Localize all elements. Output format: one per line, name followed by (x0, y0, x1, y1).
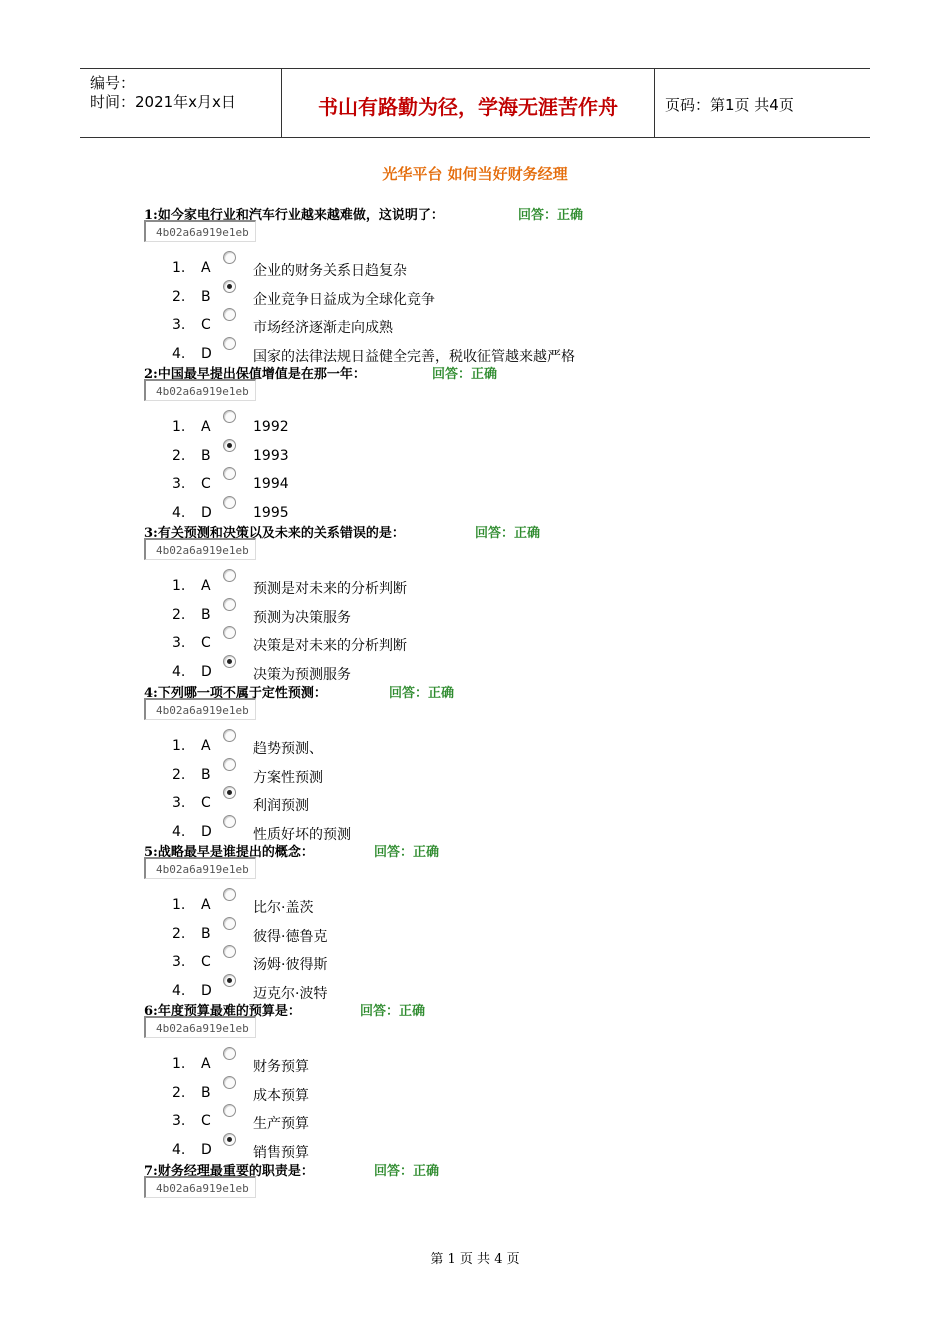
option-number: 2. (172, 1084, 186, 1101)
radio-button[interactable] (223, 945, 236, 958)
option-number: 4. (172, 824, 186, 841)
radio-button[interactable] (223, 410, 236, 423)
radio-button-selected[interactable] (223, 786, 236, 799)
header-motto: 书山有路勤为径，学海无涯苦作舟 (318, 95, 618, 119)
option-letter: A (201, 260, 211, 276)
radio-button[interactable] (223, 1104, 236, 1117)
option-letter: D (201, 346, 212, 363)
option-a (144, 897, 844, 925)
option-number: 2. (172, 447, 186, 464)
radio-button[interactable] (223, 467, 236, 480)
number-label: 编号： (90, 74, 136, 92)
option-text: 国家的法律法规日益健全完善，税收征管越来越严格 (253, 349, 575, 366)
radio-button[interactable] (223, 251, 236, 264)
radio-button-selected[interactable] (223, 280, 236, 293)
time-label: 时间：2021年x月x日 (90, 93, 236, 111)
radio-button[interactable] (223, 917, 236, 930)
question-id-field: 4b02a6a919e1eb (144, 857, 256, 879)
option-text: 生产预算 (253, 1116, 309, 1133)
option-number: 4. (172, 664, 186, 681)
option-number: 1. (172, 897, 186, 913)
option-letter: C (201, 795, 211, 812)
question-text: 7:财务经理最重要的职责是： (144, 1164, 314, 1179)
option-text: 彼得·德鲁克 (253, 928, 328, 945)
option-b (144, 289, 844, 317)
option-b (144, 1085, 844, 1113)
question-id-field: 4b02a6a919e1eb (144, 1016, 256, 1038)
option-text: 比尔·盖茨 (253, 900, 314, 916)
option-number: 1. (172, 738, 186, 754)
radio-button[interactable] (223, 888, 236, 901)
option-letter: D (201, 983, 212, 1000)
option-number: 3. (172, 795, 186, 812)
option-text: 1992 (253, 419, 289, 435)
option-number: 1. (172, 578, 186, 594)
option-number: 2. (172, 606, 186, 623)
option-letter: A (201, 897, 211, 913)
header-left-cell (80, 69, 282, 137)
option-number: 3. (172, 1113, 186, 1130)
option-c (144, 1113, 844, 1141)
question-id-field: 4b02a6a919e1eb (144, 379, 256, 401)
header-right-cell (655, 69, 870, 137)
option-number: 4. (172, 1142, 186, 1159)
option-letter: B (201, 766, 211, 783)
option-text: 1994 (253, 476, 289, 493)
question-text: 4:下列哪一项不属于定性预测： (144, 686, 327, 701)
option-c (144, 954, 844, 982)
option-letter: B (201, 1084, 211, 1101)
option-letter: A (201, 1056, 211, 1072)
question-text: 1:如今家电行业和汽车行业越来越难做，这说明了： (144, 208, 444, 223)
option-a (144, 578, 844, 606)
option-a (144, 260, 844, 288)
option-letter: C (201, 317, 211, 334)
question-id-field: 4b02a6a919e1eb (144, 220, 256, 242)
question-text: 6:年度预算最难的预算是： (144, 1004, 301, 1019)
option-text: 市场经济逐渐走向成熟 (253, 320, 393, 337)
radio-button[interactable] (223, 626, 236, 639)
question-id-field: 4b02a6a919e1eb (144, 698, 256, 720)
radio-button-selected[interactable] (223, 974, 236, 987)
option-letter: D (201, 824, 212, 841)
option-letter: C (201, 954, 211, 971)
page-title: 光华平台 如何当好财务经理 (382, 165, 568, 183)
answer-status: 回答：正确 (374, 1164, 440, 1179)
option-number: 3. (172, 954, 186, 971)
option-number: 1. (172, 1056, 186, 1072)
option-text: 预测为决策服务 (253, 609, 351, 626)
answer-status: 回答：正确 (432, 367, 498, 382)
option-text: 1995 (253, 505, 289, 522)
option-b (144, 448, 844, 476)
option-text: 企业竞争日益成为全球化竞争 (253, 291, 435, 308)
radio-button-selected[interactable] (223, 1133, 236, 1146)
option-letter: D (201, 1142, 212, 1159)
option-text: 迈克尔·波特 (253, 986, 328, 1003)
option-text: 性质好坏的预测 (253, 827, 351, 844)
option-text: 汤姆·彼得斯 (253, 957, 328, 974)
option-text: 财务预算 (253, 1059, 309, 1075)
option-number: 3. (172, 635, 186, 652)
option-c (144, 476, 844, 504)
option-number: 2. (172, 288, 186, 305)
option-a (144, 419, 844, 447)
answer-status: 回答：正确 (360, 1004, 426, 1019)
option-c (144, 795, 844, 823)
option-letter: A (201, 578, 211, 594)
option-letter: D (201, 664, 212, 681)
option-number: 1. (172, 419, 186, 435)
option-text: 成本预算 (253, 1087, 309, 1104)
option-letter: B (201, 447, 211, 464)
option-a (144, 1056, 844, 1084)
option-b (144, 767, 844, 795)
radio-button-selected[interactable] (223, 439, 236, 452)
option-text: 决策是对未来的分析判断 (253, 638, 407, 655)
question-text: 3:有关预测和决策以及未来的关系错误的是： (144, 526, 405, 541)
option-text: 趋势预测、 (253, 741, 323, 757)
option-b (144, 607, 844, 635)
header-center-cell (282, 69, 655, 137)
answer-status: 回答：正确 (518, 208, 584, 223)
option-letter: A (201, 738, 211, 754)
option-number: 4. (172, 346, 186, 363)
option-number: 2. (172, 925, 186, 942)
radio-button[interactable] (223, 815, 236, 828)
option-letter: C (201, 635, 211, 652)
radio-button[interactable] (223, 1076, 236, 1089)
option-number: 4. (172, 983, 186, 1000)
radio-button[interactable] (223, 569, 236, 582)
question-text: 2:中国最早提出保值增值是在那一年： (144, 367, 366, 382)
option-number: 3. (172, 317, 186, 334)
option-b (144, 926, 844, 954)
page-info: 页码：第1页 共4页 (665, 96, 794, 114)
option-a (144, 738, 844, 766)
answer-status: 回答：正确 (389, 686, 455, 701)
option-text: 预测是对未来的分析判断 (253, 581, 407, 597)
option-text: 销售预算 (253, 1145, 309, 1162)
option-number: 1. (172, 260, 186, 276)
option-text: 决策为预测服务 (253, 667, 351, 684)
question-id-field: 4b02a6a919e1eb (144, 538, 256, 560)
option-letter: B (201, 925, 211, 942)
radio-button[interactable] (223, 598, 236, 611)
option-letter: C (201, 1113, 211, 1130)
option-letter: A (201, 419, 211, 435)
page-footer: 第 1 页 共 4 页 (430, 1252, 520, 1267)
option-c (144, 317, 844, 345)
radio-button[interactable] (223, 496, 236, 509)
option-text: 1993 (253, 447, 289, 464)
option-number: 4. (172, 505, 186, 522)
answer-status: 回答：正确 (475, 526, 541, 541)
question-id-field: 4b02a6a919e1eb (144, 1176, 256, 1198)
option-letter: C (201, 476, 211, 493)
option-text: 方案性预测 (253, 769, 323, 786)
document-header (80, 68, 870, 138)
option-c (144, 635, 844, 663)
option-letter: B (201, 606, 211, 623)
option-number: 3. (172, 476, 186, 493)
option-letter: D (201, 505, 212, 522)
option-letter: B (201, 288, 211, 305)
answer-status: 回答：正确 (374, 845, 440, 860)
option-number: 2. (172, 766, 186, 783)
radio-button[interactable] (223, 758, 236, 771)
question-text: 5:战略最早是谁提出的概念： (144, 845, 314, 860)
radio-button[interactable] (223, 1047, 236, 1060)
option-text: 利润预测 (253, 798, 309, 815)
radio-button-selected[interactable] (223, 655, 236, 668)
option-text: 企业的财务关系日趋复杂 (253, 263, 407, 279)
radio-button[interactable] (223, 308, 236, 321)
radio-button[interactable] (223, 337, 236, 350)
radio-button[interactable] (223, 729, 236, 742)
